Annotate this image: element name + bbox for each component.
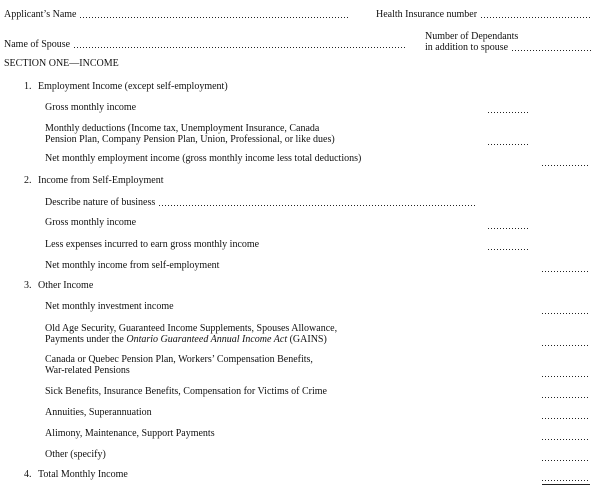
investment-income-field (542, 313, 590, 314)
employment-gross-label: Gross monthly income (45, 102, 137, 113)
alimony-label: Alimony, Maintenance, Support Payments (45, 428, 215, 439)
health-insurance-label: Health Insurance number (376, 9, 478, 20)
employment-deductions-line1: Monthly deductions (Income tax, Unemployment Insurance, Canada (45, 123, 320, 134)
other-specify-field (542, 460, 590, 461)
oas-line2-prefix: Payments under the (45, 334, 127, 345)
self-employment-net-field (542, 271, 590, 272)
item-number-self-employment: 2. (24, 175, 32, 186)
self-employment-gross-field (488, 228, 530, 229)
oas-act-title: Ontario Guaranteed Annual Income Act (126, 334, 288, 345)
item-number-employment: 1. (24, 81, 32, 92)
oas-field (542, 345, 590, 346)
employment-deductions-line2: Pension Plan, Company Pension Plan, Union, Professional, or like dues) (45, 134, 335, 145)
self-employment-gross-label: Gross monthly income (45, 217, 137, 228)
section-title: SECTION ONE—INCOME (4, 58, 119, 69)
total-underline (542, 484, 590, 485)
oas-label-line2 (45, 334, 327, 345)
annuities-label: Annuities, Superannuation (45, 407, 152, 418)
oas-label-line1: Old Age Security, Guaranteed Income Supplements, Spouses Allowance, (45, 323, 338, 334)
applicant-name-row (4, 9, 350, 20)
business-nature-row (45, 197, 477, 208)
cpp-field (542, 376, 590, 377)
applicant-name-field (80, 17, 350, 18)
employment-deductions-field (488, 144, 530, 145)
spouse-name-label: Name of Spouse (4, 39, 71, 50)
spouse-name-row (4, 39, 406, 50)
item-number-other-income: 3. (24, 280, 32, 291)
spouse-name-field (74, 47, 406, 48)
other-income-title: Other Income (38, 280, 94, 291)
health-insurance-row (376, 9, 592, 20)
dependants-label-line2: in addition to spouse (425, 42, 509, 53)
self-employment-net-label: Net monthly income from self-employment (45, 260, 220, 271)
self-employment-title: Income from Self-Employment (38, 175, 164, 186)
sick-benefits-label: Sick Benefits, Insurance Benefits, Compensation for Victims of Crime (45, 386, 327, 397)
employment-net-label: Net monthly employment income (gross monthly income less total deductions) (45, 153, 362, 164)
dependants-field (512, 50, 592, 51)
cpp-label-line2: War-related Pensions (45, 365, 130, 376)
business-nature-field (159, 205, 477, 206)
employment-title: Employment Income (except self-employment) (38, 81, 228, 92)
item-number-total: 4. (24, 469, 32, 480)
sick-benefits-field (542, 397, 590, 398)
dependants-row (425, 42, 592, 53)
health-insurance-field (481, 17, 592, 18)
dependants-label-line1: Number of Dependants (425, 31, 519, 42)
total-income-title: Total Monthly Income (38, 469, 128, 480)
self-employment-expenses-field (488, 249, 530, 250)
employment-net-field (542, 165, 590, 166)
oas-line2-suffix: (GAINS) (287, 334, 327, 345)
other-specify-label: Other (specify) (45, 449, 106, 460)
self-employment-expenses-label: Less expenses incurred to earn gross monthly income (45, 239, 260, 250)
cpp-label-line1: Canada or Quebec Pension Plan, Workers’ Compensation Benefits, (45, 354, 313, 365)
investment-income-label: Net monthly investment income (45, 301, 174, 312)
annuities-field (542, 418, 590, 419)
business-nature-label: Describe nature of business (45, 197, 156, 208)
employment-gross-field (488, 112, 530, 113)
applicant-name-label: Applicant’s Name (4, 9, 77, 20)
total-income-field (542, 480, 590, 481)
alimony-field (542, 439, 590, 440)
